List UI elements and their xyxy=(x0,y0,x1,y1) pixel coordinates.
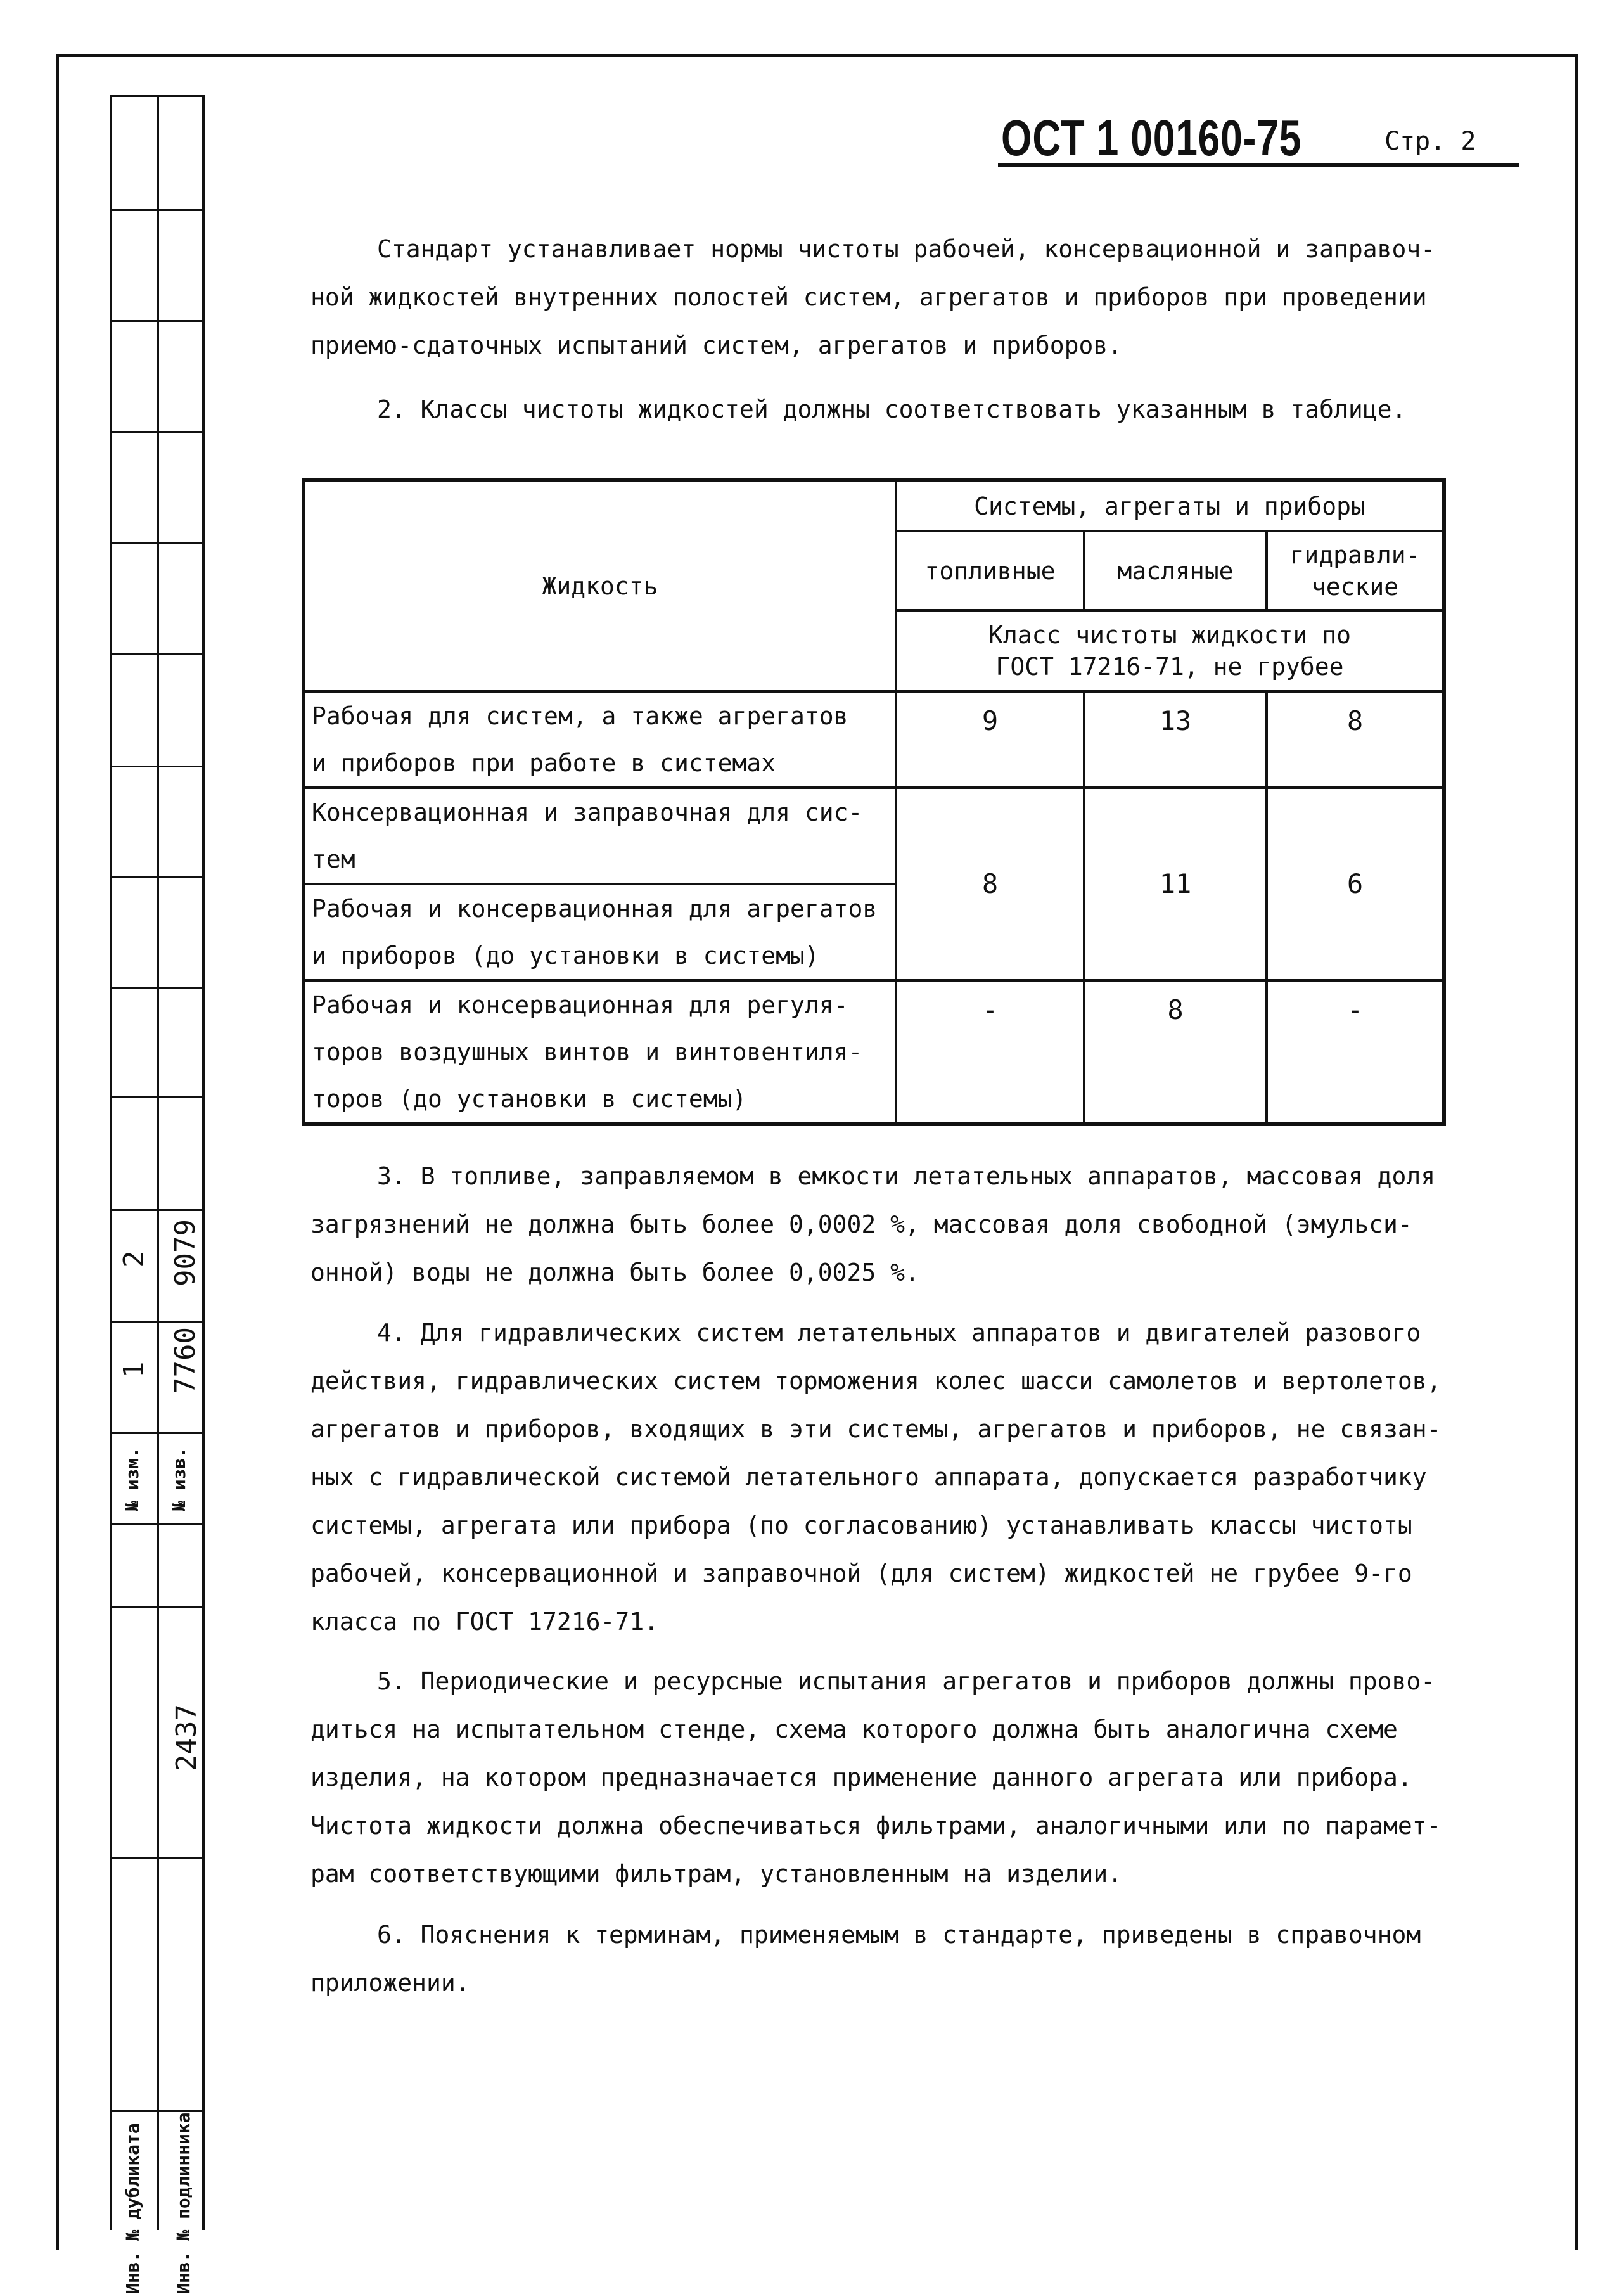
page-number: Стр. 2 xyxy=(1384,127,1476,156)
row-label xyxy=(304,788,896,884)
col-header-oil: масляные xyxy=(1084,531,1267,610)
orig-label: Инв. № подлинника xyxy=(173,2112,194,2294)
row-label-line: Рабочая для систем, а также агрегатов xyxy=(312,702,848,730)
inv-original-number: 2437 xyxy=(170,1704,203,1771)
revision-strip xyxy=(110,95,203,2294)
text-line: 5. Периодические и ресурсные испытания агрегатов и приборов должны прово- xyxy=(377,1667,1436,1695)
table-cell: - xyxy=(896,980,1084,1124)
table-cell: 8 xyxy=(1267,691,1444,788)
izv-label: № изв. xyxy=(169,1447,189,1511)
text-line: действия, гидравлических систем торможения колес шасси самолетов и вертолетов, xyxy=(310,1367,1442,1395)
row-label xyxy=(304,884,896,980)
paragraph-4 xyxy=(310,1309,1502,1646)
row-label-line: и приборов при работе в системах xyxy=(312,749,776,777)
text-line: агрегатов и приборов, входящих в эти системы, агрегатов и приборов, не связан- xyxy=(310,1415,1442,1443)
row-label-line: тем xyxy=(312,845,355,873)
paragraph-2 xyxy=(310,385,1502,433)
paragraph-3 xyxy=(310,1152,1502,1297)
paragraph-6 xyxy=(310,1911,1502,2007)
text-line: 4. Для гидравлических систем летательных аппаратов и двигателей разового xyxy=(377,1319,1421,1347)
class-note xyxy=(896,610,1444,691)
row-label-line: и приборов (до установки в системы) xyxy=(312,942,819,970)
row-label-line: торов воздушных винтов и винтовентиля- xyxy=(312,1038,863,1066)
text-line: Чистота жидкости должна обеспечиваться фильтрами, аналогичными или по парамет- xyxy=(310,1812,1442,1840)
text-line: 2. Классы чистоты жидкостей должны соответствовать указанным в таблице. xyxy=(377,395,1407,423)
text-line: приемо-сдаточных испытаний систем, агрегатов и приборов. xyxy=(310,331,1123,359)
table-cell: 8 xyxy=(896,788,1084,980)
table-cell: 6 xyxy=(1267,788,1444,980)
standard-code: ОСТ 1 00160-75 xyxy=(1001,110,1302,166)
text-line: Стандарт устанавливает нормы чистоты рабочей, консервационной и заправоч- xyxy=(377,235,1436,263)
dup-label: Инв. № дубликата xyxy=(122,2123,143,2294)
izm-label: № изм. xyxy=(122,1447,143,1511)
col-header-hydraulic-text: гидравли- ческие xyxy=(1289,541,1421,601)
paragraph-5 xyxy=(310,1657,1502,1898)
header-rule xyxy=(998,163,1519,167)
row-label-line: Рабочая и консервационная для регуля- xyxy=(312,991,848,1019)
group-header: Системы, агрегаты и приборы xyxy=(896,480,1444,531)
text-line: загрязнений не должна быть более 0,0002 %, массовая доля свободной (эмульси- xyxy=(310,1210,1412,1238)
text-line: ной жидкостей внутренних полостей систем, агрегатов и приборов при проведении xyxy=(310,283,1427,311)
row-label xyxy=(304,691,896,788)
text-line: приложении. xyxy=(310,1969,470,1997)
izm-value-1: 1 xyxy=(118,1361,150,1378)
col-header-fuel: топливные xyxy=(896,531,1084,610)
text-line: онной) воды не должна быть более 0,0025 %. xyxy=(310,1259,919,1286)
text-line: системы, агрегата или прибора (по согласованию) устанавливать классы чистоты xyxy=(310,1511,1412,1539)
class-note-line-2: ГОСТ 17216-71, не грубее xyxy=(995,653,1344,681)
izv-value-9079: 9079 xyxy=(169,1219,201,1286)
row-label xyxy=(304,980,896,1124)
table-cell: 13 xyxy=(1084,691,1267,788)
row-label-line: торов (до установки в системы) xyxy=(312,1085,747,1113)
col-header-hydraulic xyxy=(1267,531,1444,610)
text-line: рам соответствующими фильтрам, установленным на изделии. xyxy=(310,1860,1123,1888)
col-header-fluid: Жидкость xyxy=(304,480,896,691)
text-line: ных с гидравлической системой летательного аппарата, допускается разработчику xyxy=(310,1463,1427,1491)
row-label-line: Рабочая и консервационная для агрегатов xyxy=(312,895,878,923)
text-line: класса по ГОСТ 17216-71. xyxy=(310,1608,659,1636)
text-line: изделия, на котором предназначается применение данного агрегата или прибора. xyxy=(310,1764,1412,1791)
text-line: рабочей, консервационной и заправочной (для систем) жидкостей не грубее 9-го xyxy=(310,1560,1412,1587)
table-cell: 9 xyxy=(896,691,1084,788)
table-cell: 11 xyxy=(1084,788,1267,980)
text-line: 3. В топливе, заправляемом в емкости летательных аппаратов, массовая доля xyxy=(377,1162,1436,1190)
text-line: 6. Пояснения к терминам, применяемым в стандарте, приведены в справочном xyxy=(377,1921,1421,1949)
izv-value-7760: 7760 xyxy=(169,1327,201,1394)
class-note-line-1: Класс чистоты жидкости по xyxy=(988,621,1351,649)
paragraph-1 xyxy=(310,225,1502,369)
izm-value-2: 2 xyxy=(118,1250,150,1267)
row-label-line: Консервационная и заправочная для сис- xyxy=(312,798,863,826)
cleanliness-table xyxy=(302,478,1446,1126)
table-cell: - xyxy=(1267,980,1444,1124)
table-cell: 8 xyxy=(1084,980,1267,1124)
text-line: диться на испытательном стенде, схема которого должна быть аналогична схеме xyxy=(310,1715,1398,1743)
